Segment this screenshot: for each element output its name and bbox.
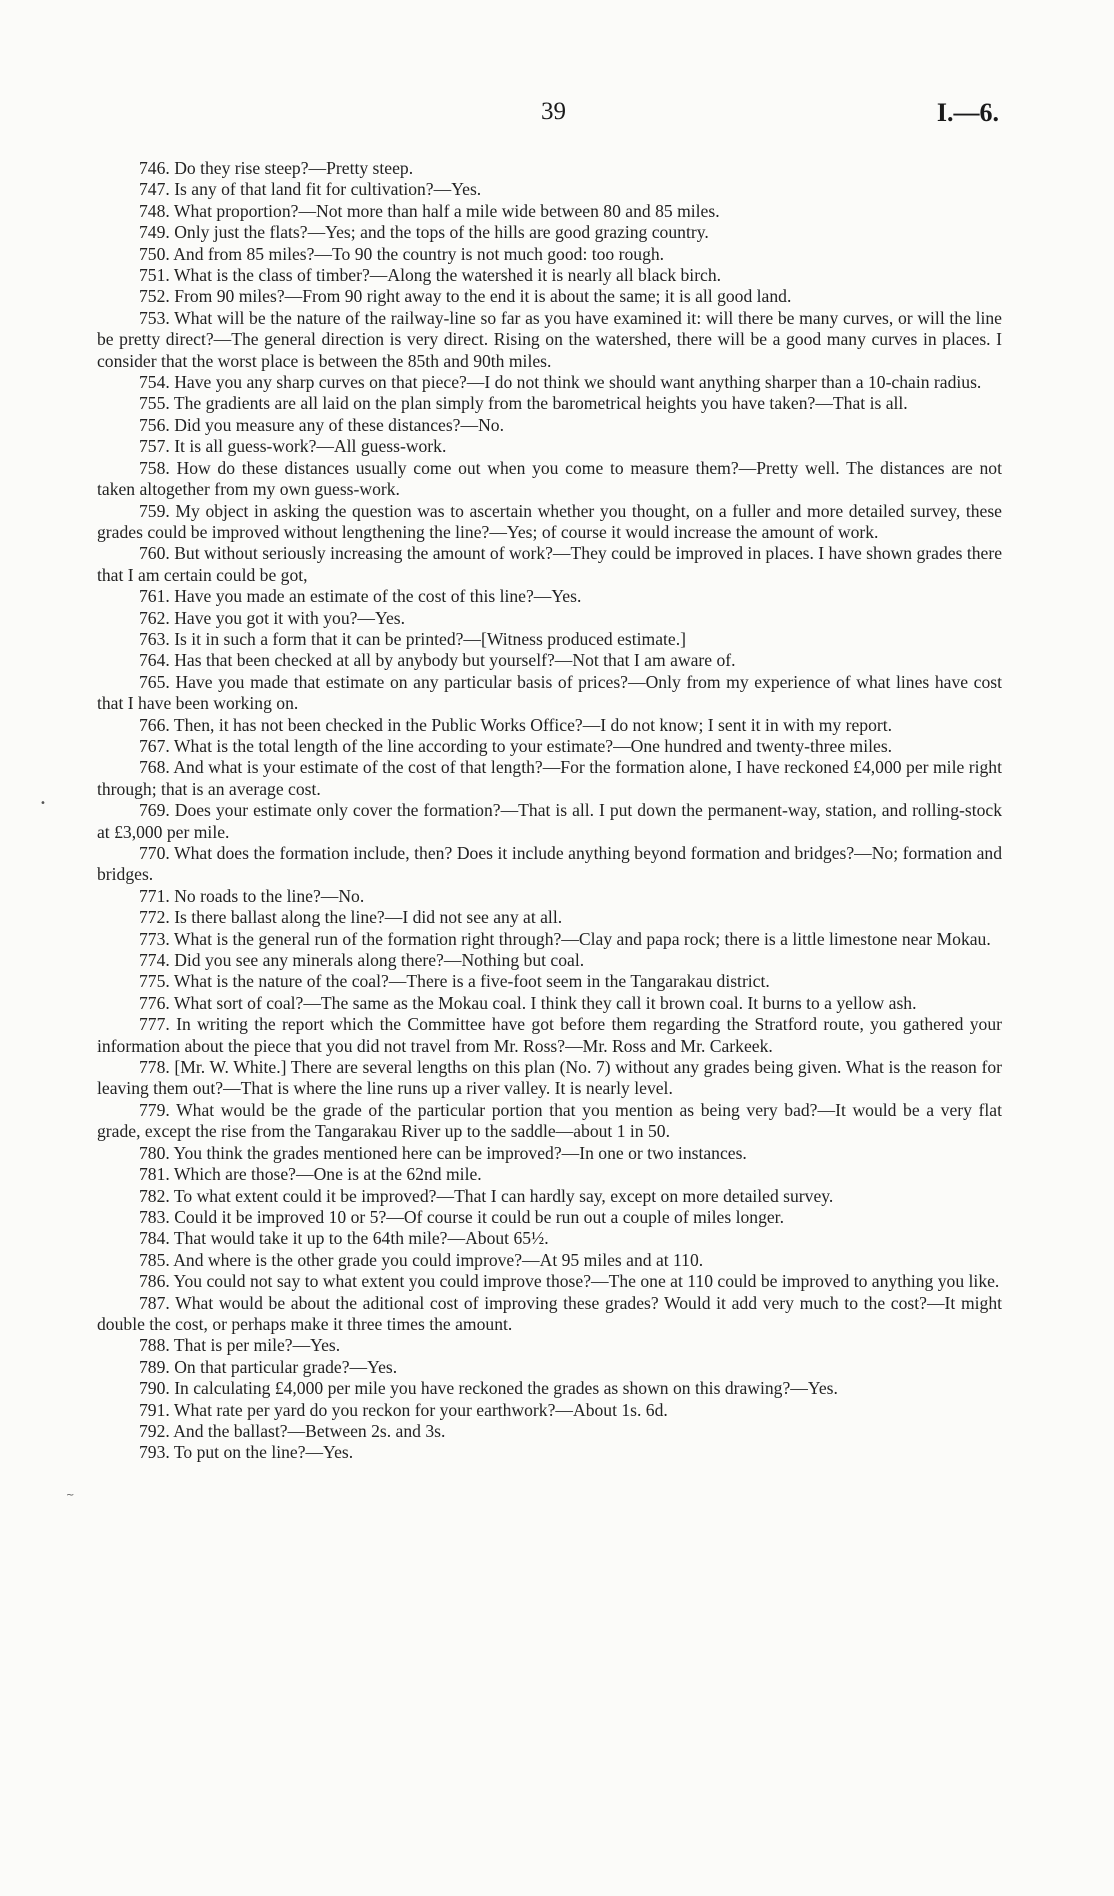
qa-entry-786: 786. You could not say to what extent you could improve those?—The one at 110 could be improved to anything you like. bbox=[139, 1271, 1000, 1292]
qa-entry-758: 758. How do these distances usually come out when you come to measure them?—Pretty well. The distances are not taken altogether from my own guess-work. bbox=[97, 457, 1002, 500]
qa-entry-756: 756. Did you measure any of these distances?—No. bbox=[139, 414, 504, 435]
qa-entry-753: 753. What will be the nature of the railway-line so far as you have examined it: will there be many curves, or will the line be pretty direct?—The general direction is very direct. Rising on the watershed, there will be a good many curves in places. I consider that the worst place is between the 85th and 90th miles. bbox=[97, 307, 1002, 371]
qa-entry-777: 777. In writing the report which the Committee have got before them regarding the Stratford route, you gathered your information about the piece that you did not travel from Mr. Ross?—Mr. Ross and Mr. Carkeek. bbox=[97, 1014, 1002, 1056]
margin-scan-mark: ~ bbox=[66, 1490, 75, 1501]
qa-entry-784: 784. That would take it up to the 64th mile?—About 65½. bbox=[139, 1228, 549, 1249]
qa-entry-763: 763. Is it in such a form that it can be printed?—[Witness produced estimate.] bbox=[139, 628, 686, 649]
qa-entry-776: 776. What sort of coal?—The same as the Mokau coal. I think they call it brown coal. It burns to a yellow ash. bbox=[139, 992, 917, 1013]
qa-entry-789: 789. On that particular grade?—Yes. bbox=[139, 1356, 398, 1377]
qa-entry-773: 773. What is the general run of the formation right through?—Clay and papa rock; there is a little limestone near Mokau. bbox=[139, 928, 991, 949]
qa-entry-771: 771. No roads to the line?—No. bbox=[139, 885, 365, 906]
qa-entry-790: 790. In calculating £4,000 per mile you have reckoned the grades as shown on this drawing?—Yes. bbox=[139, 1378, 838, 1399]
qa-entry-762: 762. Have you got it with you?—Yes. bbox=[139, 607, 406, 628]
document-reference: I.—6. bbox=[936, 98, 999, 127]
qa-entry-778: 778. [Mr. W. White.] There are several lengths on this plan (No. 7) without any grades being given. What is the reason for leaving them out?—That is where the line runs up a river valley. It is nearly level. bbox=[97, 1057, 1002, 1099]
qa-entry-791: 791. What rate per yard do you reckon for your earthwork?—About 1s. 6d. bbox=[139, 1399, 668, 1420]
qa-entry-779: 779. What would be the grade of the particular portion that you mention as being very bad?—It would be a very flat grade, except the rise from the Tangarakau River up to the saddle—about 1 in 50. bbox=[97, 1099, 1002, 1142]
qa-entry-748: 748. What proportion?—Not more than half a mile wide between 80 and 85 miles. bbox=[139, 200, 720, 221]
qa-entry-754: 754. Have you any sharp curves on that piece?—I do not think we should want anything sharper than a 10-chain radius. bbox=[139, 372, 982, 393]
qa-entry-750: 750. And from 85 miles?—To 90 the country is not much good: too rough. bbox=[139, 243, 665, 264]
qa-entry-793: 793. To put on the line?—Yes. bbox=[139, 1442, 354, 1463]
qa-entry-792: 792. And the ballast?—Between 2s. and 3s. bbox=[139, 1420, 446, 1441]
qa-entry-759: 759. My object in asking the question was to ascertain whether you thought, on a fuller and more detailed survey, these grades could be improved without lengthening the line?—Yes; of course it would increase the amount of work. bbox=[97, 500, 1002, 542]
qa-entry-780: 780. You think the grades mentioned here can be improved?—In one or two instances. bbox=[139, 1142, 747, 1163]
qa-entry-755: 755. The gradients are all laid on the plan simply from the barometrical heights you have taken?—That is all. bbox=[139, 393, 908, 414]
page-header bbox=[0, 98, 1114, 134]
qa-entry-775: 775. What is the nature of the coal?—There is a five-foot seem in the Tangarakau district. bbox=[139, 971, 770, 992]
qa-entry-788: 788. That is per mile?—Yes. bbox=[139, 1335, 341, 1356]
qa-entry-749: 749. Only just the flats?—Yes; and the tops of the hills are good grazing country. bbox=[139, 222, 709, 243]
qa-entry-766: 766. Then, it has not been checked in the Public Works Office?—I do not know; I sent it in with my report. bbox=[139, 714, 893, 735]
qa-entry-751: 751. What is the class of timber?—Along the watershed it is nearly all black birch. bbox=[139, 265, 722, 286]
qa-entry-785: 785. And where is the other grade you could improve?—At 95 miles and at 110. bbox=[139, 1249, 704, 1270]
qa-entry-760: 760. But without seriously increasing the amount of work?—They could be improved in places. I have shown grades there that I am certain could be got, bbox=[97, 543, 1002, 585]
qa-entry-781: 781. Which are those?—One is at the 62nd mile. bbox=[139, 1164, 482, 1185]
qa-entry-764: 764. Has that been checked at all by anybody but yourself?—Not that I am aware of. bbox=[139, 650, 736, 671]
qa-entry-757: 757. It is all guess-work?—All guess-work. bbox=[139, 436, 447, 457]
qa-entry-783: 783. Could it be improved 10 or 5?—Of course it could be run out a couple of miles longer. bbox=[139, 1206, 784, 1227]
qa-entry-774: 774. Did you see any minerals along there?—Nothing but coal. bbox=[139, 950, 585, 971]
qa-entry-782: 782. To what extent could it be improved?—That I can hardly say, except on more detailed survey. bbox=[139, 1185, 834, 1206]
qa-entry-767: 767. What is the total length of the line according to your estimate?—One hundred and twenty-three miles. bbox=[139, 735, 893, 756]
qa-entry-761: 761. Have you made an estimate of the cost of this line?—Yes. bbox=[139, 586, 582, 607]
qa-entry-772: 772. Is there ballast along the line?—I did not see any at all. bbox=[139, 907, 563, 928]
qa-entry-769: 769. Does your estimate only cover the formation?—That is all. I put down the permanent-way, station, and rolling-stock at £3,000 per mile. bbox=[97, 800, 1002, 842]
qa-entry-746: 746. Do they rise steep?—Pretty steep. bbox=[139, 158, 414, 178]
qa-entry-787: 787. What would be about the aditional cost of improving these grades? Would it add very much to the cost?—It might double the cost, or perhaps make it three times the amount. bbox=[97, 1292, 1002, 1334]
margin-dot-mark: • bbox=[40, 798, 46, 809]
testimony-body bbox=[97, 158, 1002, 1464]
page-number: 39 bbox=[541, 98, 566, 125]
qa-entry-747: 747. Is any of that land fit for cultivation?—Yes. bbox=[139, 179, 482, 200]
qa-entry-765: 765. Have you made that estimate on any particular basis of prices?—Only from my experience of what lines have cost that I have been working on. bbox=[97, 671, 1002, 714]
qa-entry-752: 752. From 90 miles?—From 90 right away to the end it is about the same; it is all good land. bbox=[139, 286, 792, 307]
qa-entry-770: 770. What does the formation include, then? Does it include anything beyond formation and bridges?—No; formation and bridges. bbox=[97, 843, 1002, 885]
qa-entry-768: 768. And what is your estimate of the cost of that length?—For the formation alone, I have reckoned £4,000 per mile right through; that is an average cost. bbox=[97, 757, 1002, 799]
